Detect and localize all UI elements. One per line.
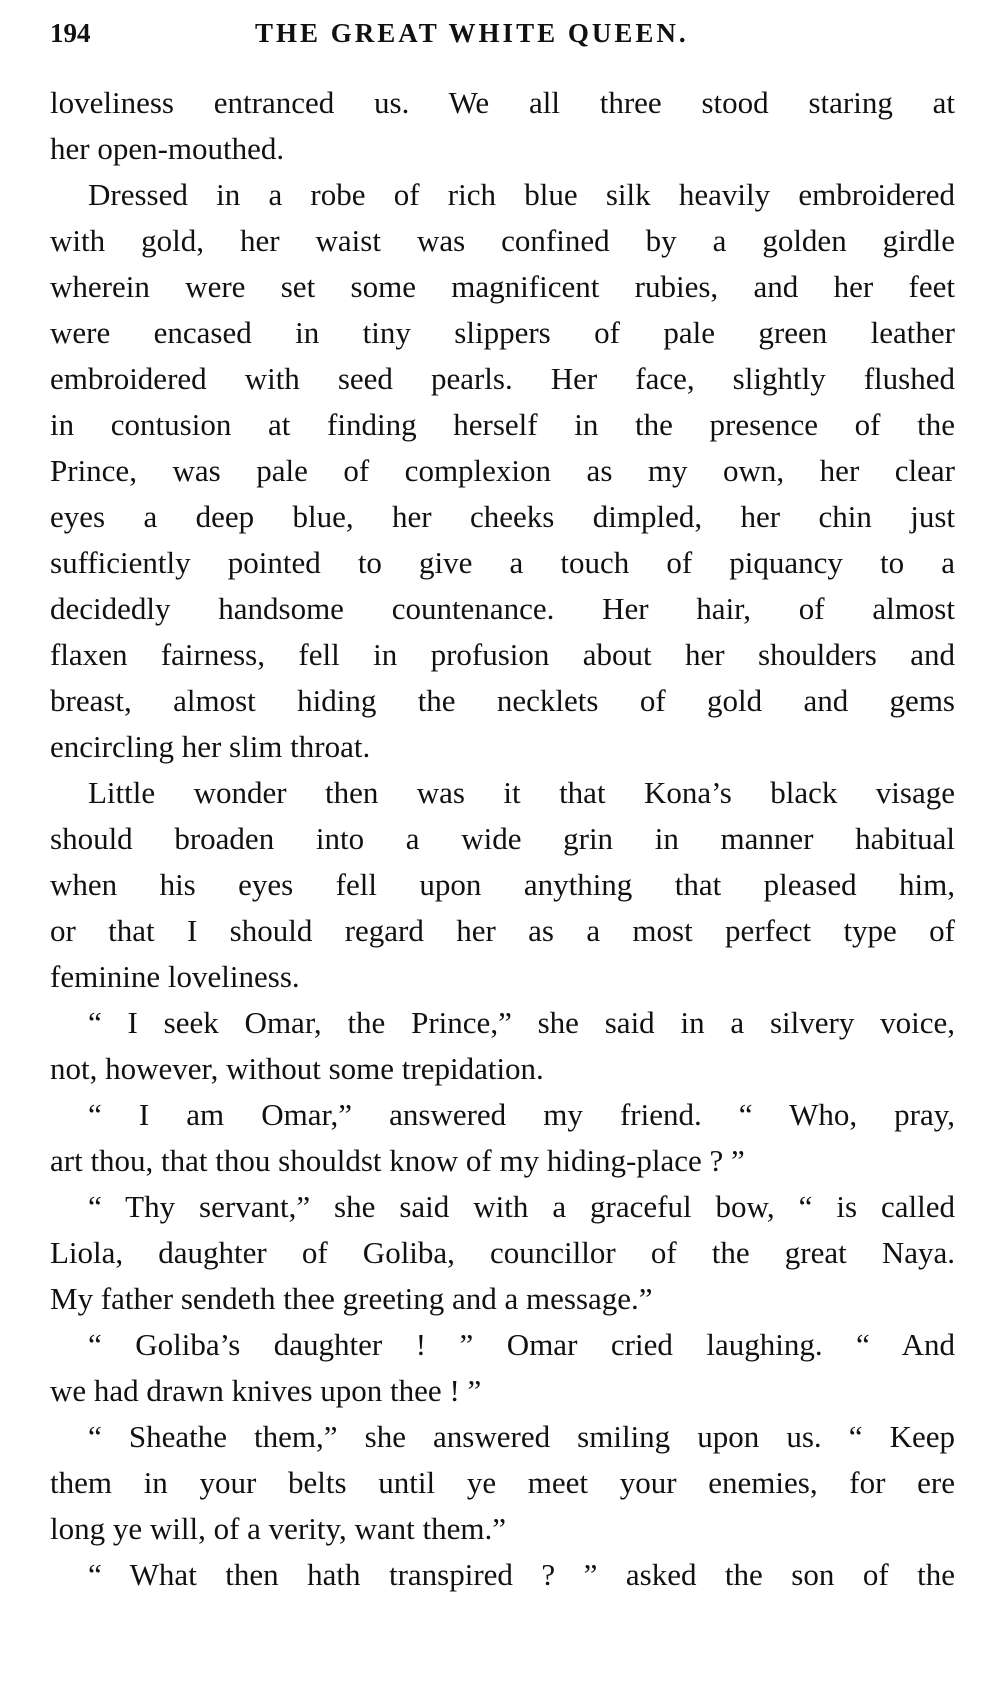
text-line: “ What then hath transpired ? ” asked the son of the <box>88 1557 955 1592</box>
running-title: THE GREAT WHITE QUEEN. <box>255 18 689 48</box>
text-line: we had drawn knives upon thee ! ” <box>50 1373 482 1408</box>
text-line: Dressed in a robe of rich blue silk heavily embroidered <box>88 177 955 212</box>
book-page <box>50 18 955 1598</box>
text-line: decidedly handsome countenance. Her hair, of almost <box>50 591 955 626</box>
text-line: Prince, was pale of complexion as my own, her clear <box>50 453 955 488</box>
text-line: long ye will, of a verity, want them.” <box>50 1511 506 1546</box>
text-line: “ Goliba’s daughter ! ” Omar cried laughing. “ And <box>88 1327 955 1362</box>
text-line: breast, almost hiding the necklets of gold and gems <box>50 683 955 718</box>
text-line: Liola, daughter of Goliba, councillor of the great Naya. <box>50 1235 955 1270</box>
text-line: encircling her slim throat. <box>50 729 371 764</box>
text-line: or that I should regard her as a most perfect type of <box>50 913 955 948</box>
text-line: eyes a deep blue, her cheeks dimpled, her chin just <box>50 499 955 534</box>
text-line: them in your belts until ye meet your enemies, for ere <box>50 1465 955 1500</box>
text-line: “ Thy servant,” she said with a graceful bow, “ is called <box>88 1189 955 1224</box>
text-line: sufficiently pointed to give a touch of piquancy to a <box>50 545 955 580</box>
text-line: were encased in tiny slippers of pale green leather <box>50 315 955 350</box>
text-line: loveliness entranced us. We all three stood staring at <box>50 85 955 120</box>
text-line: embroidered with seed pearls. Her face, slightly flushed <box>50 361 955 396</box>
text-line: her open-mouthed. <box>50 131 285 166</box>
text-line: “ I am Omar,” answered my friend. “ Who, pray, <box>88 1097 955 1132</box>
running-head <box>50 18 955 58</box>
text-line: with gold, her waist was confined by a golden girdle <box>50 223 955 258</box>
text-line: art thou, that thou shouldst know of my hiding-place ? ” <box>50 1143 745 1178</box>
text-line: Little wonder then was it that Kona’s black visage <box>88 775 955 810</box>
text-line: flaxen fairness, fell in profusion about her shoulders and <box>50 637 955 672</box>
text-line: My father sendeth thee greeting and a message.” <box>50 1281 653 1316</box>
text-line: wherein were set some magnificent rubies, and her feet <box>50 269 955 304</box>
text-line: in contusion at finding herself in the presence of the <box>50 407 955 442</box>
text-line: not, however, without some trepidation. <box>50 1051 544 1086</box>
text-line: “ Sheathe them,” she answered smiling upon us. “ Keep <box>88 1419 955 1454</box>
text-line: should broaden into a wide grin in manner habitual <box>50 821 955 856</box>
text-line: when his eyes fell upon anything that pleased him, <box>50 867 955 902</box>
body-text <box>50 80 955 1598</box>
text-line: feminine loveliness. <box>50 959 300 994</box>
text-line: “ I seek Omar, the Prince,” she said in a silvery voice, <box>88 1005 955 1040</box>
page-number: 194 <box>50 18 91 48</box>
